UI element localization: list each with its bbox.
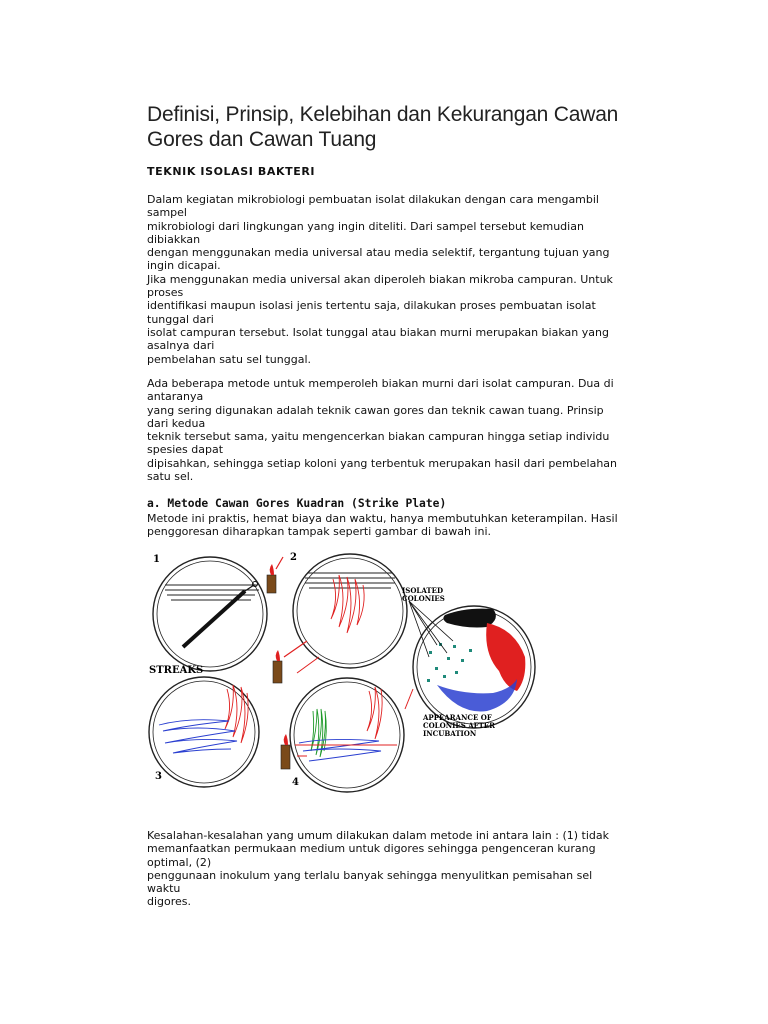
paragraph-mistakes [147, 829, 647, 909]
flame-burner-1 [267, 557, 283, 593]
text-line: optimal, (2) [147, 855, 212, 869]
text-line: Dalam kegiatan mikrobiologi pembuatan isolat dilakukan dengan cara mengambil [147, 193, 599, 206]
step-number-3: 3 [155, 771, 162, 782]
appearance-label-line2: COLONIES AFTER [423, 721, 495, 730]
text-line: proses [147, 286, 184, 300]
text-line: penggunaan inokulum yang terlalu banyak sehingga menyulitkan pemisahan sel [147, 868, 593, 882]
text-line: isolat campuran tersebut. Isolat tunggal atau biakan murni merupakan biakan yang [147, 325, 609, 339]
text-line: yang sering digunakan adalah teknik cawan gores dan teknik cawan tuang. Prinsip [147, 403, 604, 417]
paragraph-intro [147, 193, 647, 366]
text-line: asalnya dari [147, 339, 215, 353]
result-plate [402, 586, 535, 738]
text-line: dari kedua [147, 416, 206, 430]
text-line: Ada beberapa metode untuk memperoleh biakan murni dari isolat campuran. Dua di [147, 377, 614, 390]
section-a-heading: a. Metode Cawan Gores Kuadran (Strike Plate) [147, 497, 447, 510]
text-line: Jika menggunakan media universal akan diperoleh biakan mikroba campuran. Untuk [147, 272, 613, 286]
text-line: Metode ini praktis, hemat biaya dan waktu, hanya membutuhkan keterampilan. Hasil [147, 512, 618, 525]
petri-plate-1 [153, 554, 267, 671]
streak-plate-diagram [147, 549, 537, 794]
appearance-label-line1: APPEARANCE OF [423, 713, 492, 722]
text-line: teknik tersebut sama, yaitu mengencerkan biakan campuran hingga setiap individu [147, 430, 610, 444]
page-title: Definisi, Prinsip, Kelebihan dan Kekurangan Cawan Gores dan Cawan Tuang [147, 103, 619, 151]
petri-plate-3 [149, 665, 259, 787]
text-line: mikrobiologi dari lingkungan yang ingin diteliti. Dari sampel tersebut kemudian [147, 219, 584, 233]
step-number-4: 4 [292, 777, 299, 788]
flame-burner-2 [273, 641, 307, 683]
flame-burner-3 [281, 734, 290, 769]
text-line: sampel [147, 206, 187, 220]
text-line: ingin dicapai. [147, 259, 221, 273]
streaks-label: STREAKS [149, 665, 204, 676]
step-number-1: 1 [153, 554, 160, 565]
text-line: spesies dapat [147, 443, 224, 457]
paragraph-strike-plate [147, 512, 647, 539]
isolated-label-line1: ISOLATED [402, 586, 444, 595]
text-line: dibiakkan [147, 232, 201, 246]
text-line: penggoresan diharapkan tampak seperti gambar di bawah ini. [147, 525, 492, 539]
text-line: Kesalahan-kesalahan yang umum dilakukan dalam metode ini antara lain : (1) tidak [147, 829, 610, 842]
text-line: memanfaatkan permukaan medium untuk digores sehingga pengenceran kurang [147, 842, 596, 856]
text-line: antaranya [147, 390, 204, 404]
paragraph-methods [147, 377, 647, 483]
text-line: tunggal dari [147, 312, 214, 326]
step-number-2: 2 [290, 552, 297, 563]
text-line: dipisahkan, sehingga setiap koloni yang terbentuk merupakan hasil dari pembelahan [147, 456, 618, 470]
isolated-label-line2: COLONIES [402, 594, 445, 603]
petri-plate-2 [290, 552, 407, 668]
text-line: pembelahan satu sel tunggal. [147, 352, 312, 366]
text-line: dengan menggunakan media universal atau media selektif, tergantung tujuan yang [147, 246, 610, 260]
text-line: satu sel. [147, 470, 194, 484]
text-line: digores. [147, 895, 192, 909]
text-line: identifikasi maupun isolasi jenis tertentu saja, dilakukan proses pembuatan isolat [147, 299, 596, 313]
section-heading: TEKNIK ISOLASI BAKTERI [147, 165, 316, 178]
text-line: waktu [147, 882, 181, 896]
appearance-label-line3: INCUBATION [423, 729, 477, 738]
petri-plate-4 [290, 678, 404, 792]
